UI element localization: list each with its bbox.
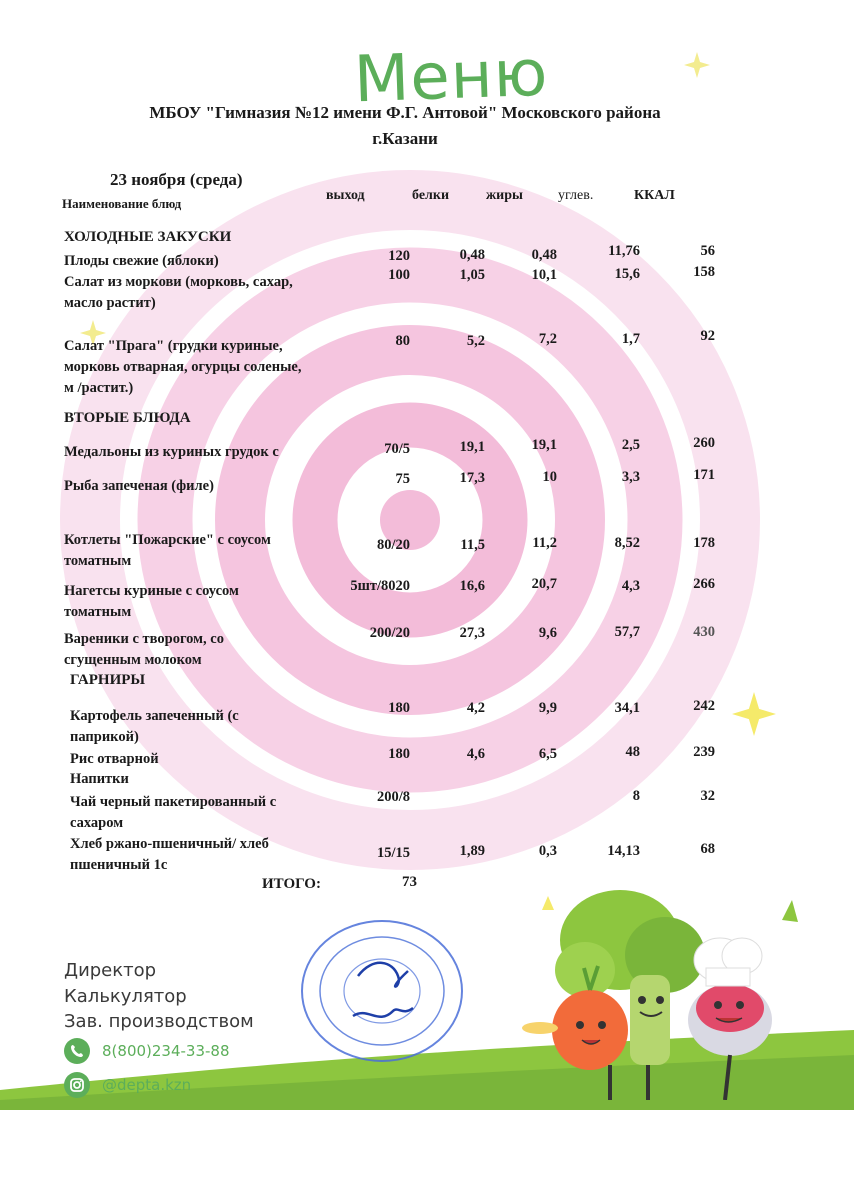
footer-director: Директор <box>64 960 157 981</box>
dish-kcal: 158 <box>693 264 715 280</box>
official-stamp <box>298 916 466 1066</box>
dish-kcal: 92 <box>700 328 715 344</box>
dish-protein: 19,1 <box>459 439 485 455</box>
dish-protein: 4,6 <box>466 746 485 762</box>
dish-name: Рыба запеченая (филе) <box>64 478 214 494</box>
column-header-protein: белки <box>412 188 450 203</box>
dish-name: Плоды свежие (яблоки) <box>64 253 219 269</box>
school-name-line1: МБОУ "Гимназия №12 имени Ф.Г. Антовой" Московского района <box>149 103 661 122</box>
dish-output: 180 <box>388 746 410 762</box>
dish-name: Вареники с творогом, со сгущенным молоком <box>64 631 224 668</box>
dish-name: Хлеб ржано-пшеничный/ хлеб пшеничный 1с <box>70 836 269 873</box>
dish-output: 80/20 <box>376 537 410 553</box>
dish-carbs: 15,6 <box>614 266 640 282</box>
dish-output: 75 <box>395 471 410 487</box>
column-header-carbs: углев. <box>558 188 594 203</box>
dish-fat: 10 <box>542 469 557 485</box>
dish-name: Рис отварной <box>70 751 159 767</box>
phone-number: 8(800)234-33-88 <box>102 1042 230 1060</box>
section-garnish: ГАРНИРЫ <box>70 672 146 688</box>
dish-carbs: 14,13 <box>607 843 640 859</box>
column-header-name: Наименование блюд <box>62 196 182 211</box>
vegetable-characters-illustration <box>520 860 840 1100</box>
dish-name: Нагетсы куриные с соусом томатным <box>64 583 239 620</box>
dish-protein: 1,89 <box>459 843 485 859</box>
contact-instagram[interactable] <box>64 1072 191 1098</box>
dish-protein: 11,5 <box>460 537 485 553</box>
section-second: ВТОРЫЕ БЛЮДА <box>64 410 191 426</box>
dish-fat: 6,5 <box>538 746 557 762</box>
dish-protein: 16,6 <box>459 578 485 594</box>
dish-carbs: 8 <box>632 788 640 804</box>
dish-carbs: 1,7 <box>621 331 640 347</box>
dish-output: 200/8 <box>376 789 410 805</box>
footer-calculator: Калькулятор <box>64 986 187 1007</box>
dish-carbs: 8,52 <box>614 535 640 551</box>
star-icon <box>732 692 776 736</box>
dish-kcal: 266 <box>693 576 715 592</box>
column-header-kcal: ККАЛ <box>634 188 675 203</box>
dish-output: 200/20 <box>369 625 410 641</box>
dish-output: 70/5 <box>384 441 410 457</box>
dish-name: Салат из моркови (морковь, сахар, масло растит) <box>64 274 293 311</box>
column-header-fat: жиры <box>486 188 523 203</box>
dish-output: 120 <box>388 248 410 264</box>
dish-fat: 20,7 <box>531 576 557 592</box>
contact-phone[interactable] <box>64 1038 230 1064</box>
dish-name: Картофель запеченный (с паприкой) <box>70 708 239 745</box>
dish-carbs: 34,1 <box>614 700 640 716</box>
dish-output: 100 <box>388 267 410 283</box>
dish-kcal: 68 <box>700 841 715 857</box>
dish-name: Салат "Прага" (грудки куриные, морковь отварная, огурцы соленые, м /растит.) <box>64 338 302 396</box>
dish-output: 5шт/8020 <box>350 578 410 594</box>
total-value: 73 <box>402 874 417 890</box>
dish-fat: 7,2 <box>538 331 557 347</box>
dish-kcal: 171 <box>693 467 715 483</box>
dish-carbs: 4,3 <box>621 578 640 594</box>
school-name-line2: г.Казани <box>372 129 438 148</box>
total-label: ИТОГО: <box>262 876 321 892</box>
dish-protein: 5,2 <box>466 333 485 349</box>
dish-protein: 1,05 <box>459 267 485 283</box>
section-drinks: Напитки <box>70 771 129 787</box>
dish-kcal: 178 <box>693 535 715 551</box>
dish-fat: 9,6 <box>538 625 557 641</box>
dish-protein: 0,48 <box>459 247 485 263</box>
dish-protein: 4,2 <box>466 700 485 716</box>
dish-fat: 11,2 <box>532 535 557 551</box>
dish-protein: 27,3 <box>459 625 485 641</box>
dish-protein: 17,3 <box>459 470 485 486</box>
dish-carbs: 48 <box>625 744 640 760</box>
footer-production: Зав. производством <box>64 1011 254 1032</box>
menu-date: 23 ноября (среда) <box>110 170 243 189</box>
dish-name: Медальоны из куриных грудок с <box>64 444 279 460</box>
dish-carbs: 57,7 <box>614 624 640 640</box>
dish-fat: 0,3 <box>538 843 557 859</box>
dish-kcal: 56 <box>700 243 715 259</box>
dish-fat: 19,1 <box>531 437 557 453</box>
dish-kcal: 430 <box>693 624 715 640</box>
dish-carbs: 11,76 <box>608 243 640 259</box>
dish-kcal: 242 <box>693 698 715 714</box>
dish-fat: 9,9 <box>538 700 557 716</box>
section-cold: ХОЛОДНЫЕ ЗАКУСКИ <box>64 229 232 245</box>
school-name <box>60 100 750 152</box>
dish-carbs: 2,5 <box>621 437 640 453</box>
dish-fat: 0,48 <box>531 247 557 263</box>
dish-carbs: 3,3 <box>621 469 640 485</box>
dish-name: Чай черный пакетированный с сахаром <box>70 794 277 831</box>
dish-output: 180 <box>388 700 410 716</box>
phone-icon <box>64 1038 90 1064</box>
page-title: Меню <box>352 36 550 118</box>
dish-output: 80 <box>395 333 410 349</box>
instagram-icon <box>64 1072 90 1098</box>
star-icon <box>684 52 710 78</box>
dish-kcal: 239 <box>693 744 715 760</box>
dish-name: Котлеты "Пожарские" с соусом томатным <box>64 532 271 569</box>
instagram-handle: @depta.kzn <box>102 1076 192 1094</box>
dish-kcal: 32 <box>700 788 715 804</box>
dish-output: 15/15 <box>376 845 410 861</box>
column-header-output: выход <box>326 188 365 203</box>
dish-fat: 10,1 <box>531 267 557 283</box>
dish-kcal: 260 <box>693 435 715 451</box>
